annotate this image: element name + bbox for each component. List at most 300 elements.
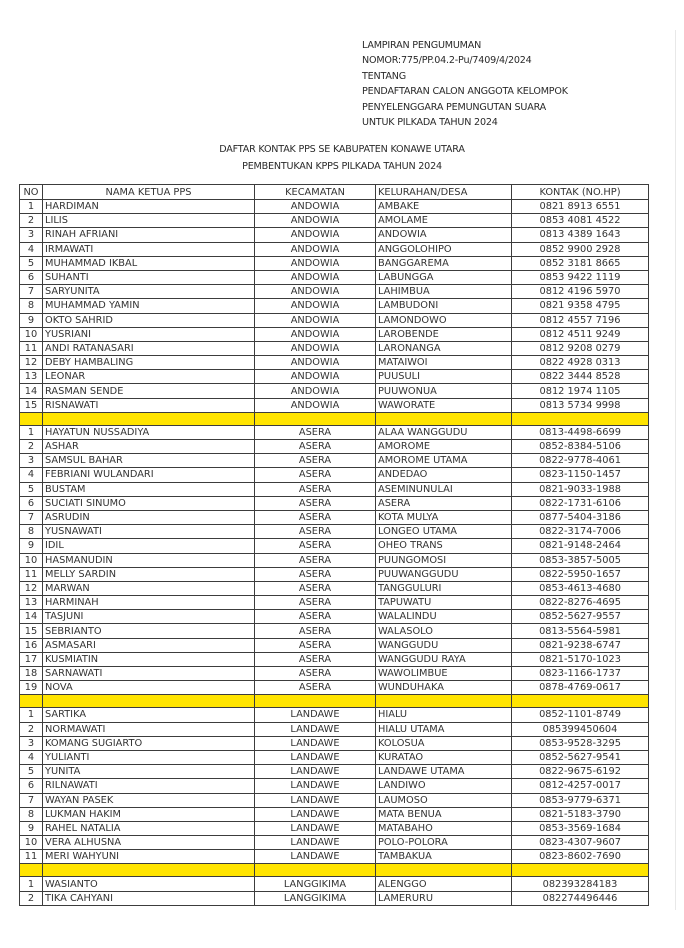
table-row bbox=[20, 891, 649, 905]
phone-number: 0821-5170-1023 bbox=[512, 652, 649, 666]
row-number: 6 bbox=[20, 496, 43, 510]
desa-cell: WALALINDU bbox=[376, 610, 512, 624]
ketua-name: SUCIATI SINUMO bbox=[43, 496, 255, 510]
phone-number: 0852-8384-5106 bbox=[512, 440, 649, 454]
desa-cell: ALAA WANGGUDU bbox=[376, 425, 512, 439]
phone-number: 0821 8913 6551 bbox=[512, 200, 649, 214]
ketua-name: LEONAR bbox=[43, 370, 255, 384]
row-number: 3 bbox=[20, 228, 43, 242]
ketua-name: IDIL bbox=[43, 539, 255, 553]
row-number: 9 bbox=[20, 313, 43, 327]
kecamatan-cell: LANDAWE bbox=[255, 821, 376, 835]
table-row bbox=[20, 667, 649, 681]
ketua-name: MUHAMMAD IKBAL bbox=[43, 256, 255, 270]
desa-cell: WANGGUDU bbox=[376, 638, 512, 652]
kecamatan-cell: ASERA bbox=[255, 624, 376, 638]
group-separator-row bbox=[20, 864, 649, 877]
phone-number: 0853-3569-1684 bbox=[512, 821, 649, 835]
phone-number: 0852-5627-9557 bbox=[512, 610, 649, 624]
group-separator-row bbox=[20, 412, 649, 425]
table-row bbox=[20, 821, 649, 835]
kecamatan-cell: LANDAWE bbox=[255, 779, 376, 793]
desa-cell: KURATAO bbox=[376, 750, 512, 764]
table-row bbox=[20, 581, 649, 595]
kecamatan-cell: ANDOWIA bbox=[255, 299, 376, 313]
row-number: 10 bbox=[20, 553, 43, 567]
header-line: PENYELENGGARA PEMUNGUTAN SUARA bbox=[362, 101, 547, 113]
ketua-name: OKTO SAHRID bbox=[43, 313, 255, 327]
row-number: 9 bbox=[20, 539, 43, 553]
phone-number: 0853 4081 4522 bbox=[512, 214, 649, 228]
row-number: 11 bbox=[20, 567, 43, 581]
desa-cell: AMOROME bbox=[376, 440, 512, 454]
kecamatan-cell: LANDAWE bbox=[255, 750, 376, 764]
table-row bbox=[20, 750, 649, 764]
phone-number: 0813 5734 9998 bbox=[512, 398, 649, 412]
kecamatan-cell: ANDOWIA bbox=[255, 200, 376, 214]
phone-number: 0878-4769-0617 bbox=[512, 681, 649, 695]
table-row bbox=[20, 425, 649, 439]
desa-cell: KOLOSUA bbox=[376, 736, 512, 750]
phone-number: 082393284183 bbox=[512, 877, 649, 891]
table-row bbox=[20, 765, 649, 779]
row-number: 13 bbox=[20, 370, 43, 384]
desa-cell: MATABAHO bbox=[376, 821, 512, 835]
separator-cell bbox=[255, 864, 376, 877]
header-line: PENDAFTARAN CALON ANGGOTA KELOMPOK bbox=[362, 86, 568, 98]
table-row bbox=[20, 539, 649, 553]
header-line: LAMPIRAN PENGUMUMAN bbox=[362, 40, 482, 51]
table-row bbox=[20, 807, 649, 821]
table-row bbox=[20, 327, 649, 341]
table-row bbox=[20, 214, 649, 228]
phone-number: 0813-4498-6699 bbox=[512, 425, 649, 439]
kecamatan-cell: ASERA bbox=[255, 581, 376, 595]
header-line: NOMOR:775/PP.04.2-Pu/7409/4/2024 bbox=[362, 55, 532, 67]
ketua-name: KOMANG SUGIARTO bbox=[43, 736, 255, 750]
table-row bbox=[20, 779, 649, 793]
desa-cell: TAPUWATU bbox=[376, 596, 512, 610]
separator-cell bbox=[20, 695, 43, 708]
row-number: 14 bbox=[20, 610, 43, 624]
separator-cell bbox=[376, 695, 512, 708]
ketua-name: HAYATUN NUSSADIYA bbox=[43, 425, 255, 439]
desa-cell: WAWOLIMBUE bbox=[376, 667, 512, 681]
ketua-name: RASMAN SENDE bbox=[43, 384, 255, 398]
phone-number: 0852 3181 8665 bbox=[512, 256, 649, 270]
phone-number: 0812 4511 9249 bbox=[512, 327, 649, 341]
desa-cell: ALENGGO bbox=[376, 877, 512, 891]
ketua-name: MELLY SARDIN bbox=[43, 567, 255, 581]
kecamatan-cell: ASERA bbox=[255, 667, 376, 681]
kecamatan-cell: ANDOWIA bbox=[255, 228, 376, 242]
desa-cell: POLO-POLORA bbox=[376, 836, 512, 850]
ketua-name: ASHAR bbox=[43, 440, 255, 454]
phone-number: 0853-3857-5005 bbox=[512, 553, 649, 567]
kecamatan-cell: ASERA bbox=[255, 440, 376, 454]
desa-cell: BANGGAREMA bbox=[376, 256, 512, 270]
desa-cell: ANGGOLOHIPO bbox=[376, 242, 512, 256]
ketua-name: WAYAN PASEK bbox=[43, 793, 255, 807]
kecamatan-cell: LANDAWE bbox=[255, 850, 376, 864]
desa-cell: LAMONDOWO bbox=[376, 313, 512, 327]
phone-number: 0821-5183-3790 bbox=[512, 807, 649, 821]
kecamatan-cell: ASERA bbox=[255, 468, 376, 482]
table-row bbox=[20, 242, 649, 256]
row-number: 12 bbox=[20, 356, 43, 370]
table-row bbox=[20, 228, 649, 242]
kecamatan-cell: ASERA bbox=[255, 553, 376, 567]
separator-cell bbox=[43, 695, 255, 708]
desa-cell: KOTA MULYA bbox=[376, 510, 512, 524]
kecamatan-cell: ASERA bbox=[255, 496, 376, 510]
table-row bbox=[20, 708, 649, 722]
ketua-name: SARNAWATI bbox=[43, 667, 255, 681]
row-number: 11 bbox=[20, 850, 43, 864]
ketua-name: NORMAWATI bbox=[43, 722, 255, 736]
row-number: 5 bbox=[20, 482, 43, 496]
row-number: 2 bbox=[20, 440, 43, 454]
table-row bbox=[20, 482, 649, 496]
ketua-name: YUNITA bbox=[43, 765, 255, 779]
row-number: 11 bbox=[20, 341, 43, 355]
table-row bbox=[20, 285, 649, 299]
row-number: 17 bbox=[20, 652, 43, 666]
title-line-1: DAFTAR KONTAK PPS SE KABUPATEN KONAWE UTARA bbox=[219, 144, 465, 155]
ketua-name: HARMINAH bbox=[43, 596, 255, 610]
desa-cell: PUUWONUA bbox=[376, 384, 512, 398]
kecamatan-cell: ASERA bbox=[255, 454, 376, 468]
ketua-name: HASMANUDIN bbox=[43, 553, 255, 567]
row-number: 6 bbox=[20, 779, 43, 793]
kecamatan-cell: ASERA bbox=[255, 596, 376, 610]
row-number: 13 bbox=[20, 596, 43, 610]
table-row bbox=[20, 440, 649, 454]
table-row bbox=[20, 398, 649, 412]
column-header-desa: KELURAHAN/DESA bbox=[376, 185, 512, 200]
table-row bbox=[20, 850, 649, 864]
separator-cell bbox=[20, 864, 43, 877]
phone-number: 0822 4928 0313 bbox=[512, 356, 649, 370]
ketua-name: DEBY HAMBALING bbox=[43, 356, 255, 370]
desa-cell: WAWORATE bbox=[376, 398, 512, 412]
desa-cell: LAUMOSO bbox=[376, 793, 512, 807]
row-number: 1 bbox=[20, 877, 43, 891]
table-row bbox=[20, 567, 649, 581]
kecamatan-cell: ANDOWIA bbox=[255, 214, 376, 228]
table-row bbox=[20, 525, 649, 539]
table-row bbox=[20, 299, 649, 313]
kecamatan-cell: LANDAWE bbox=[255, 736, 376, 750]
ketua-name: SUHANTI bbox=[43, 270, 255, 284]
desa-cell: LONGEO UTAMA bbox=[376, 525, 512, 539]
phone-number: 0821-9238-6747 bbox=[512, 638, 649, 652]
kecamatan-cell: ASERA bbox=[255, 638, 376, 652]
table-row bbox=[20, 200, 649, 214]
kecamatan-cell: ANDOWIA bbox=[255, 398, 376, 412]
ketua-name: VERA ALHUSNA bbox=[43, 836, 255, 850]
kecamatan-cell: LANDAWE bbox=[255, 836, 376, 850]
ketua-name: SEBRIANTO bbox=[43, 624, 255, 638]
table-row bbox=[20, 370, 649, 384]
separator-cell bbox=[512, 412, 649, 425]
phone-number: 0823-1166-1737 bbox=[512, 667, 649, 681]
ketua-name: LUKMAN HAKIM bbox=[43, 807, 255, 821]
phone-number: 0812 9208 0279 bbox=[512, 341, 649, 355]
table-row bbox=[20, 270, 649, 284]
desa-cell: WUNDUHAKA bbox=[376, 681, 512, 695]
kecamatan-cell: ASERA bbox=[255, 510, 376, 524]
kecamatan-cell: ASERA bbox=[255, 525, 376, 539]
kecamatan-cell: LANGGIKIMA bbox=[255, 891, 376, 905]
kecamatan-cell: ANDOWIA bbox=[255, 384, 376, 398]
row-number: 4 bbox=[20, 468, 43, 482]
phone-number: 082274496446 bbox=[512, 891, 649, 905]
header-line: TENTANG bbox=[362, 70, 406, 82]
row-number: 1 bbox=[20, 200, 43, 214]
phone-number: 0812 4196 5970 bbox=[512, 285, 649, 299]
phone-number: 0821-9033-1988 bbox=[512, 482, 649, 496]
column-header-kontak: KONTAK (NO.HP) bbox=[512, 185, 649, 200]
kecamatan-cell: LANGGIKIMA bbox=[255, 877, 376, 891]
row-number: 10 bbox=[20, 836, 43, 850]
kecamatan-cell: ASERA bbox=[255, 652, 376, 666]
table-row bbox=[20, 652, 649, 666]
kecamatan-cell: ANDOWIA bbox=[255, 285, 376, 299]
ketua-name: BUSTAM bbox=[43, 482, 255, 496]
desa-cell: LANDIWO bbox=[376, 779, 512, 793]
ketua-name: YUSRIANI bbox=[43, 327, 255, 341]
phone-number: 0822-9675-6192 bbox=[512, 765, 649, 779]
kecamatan-cell: ASERA bbox=[255, 482, 376, 496]
desa-cell: TAMBAKUA bbox=[376, 850, 512, 864]
kecamatan-cell: ANDOWIA bbox=[255, 242, 376, 256]
ketua-name: MERI WAHYUNI bbox=[43, 850, 255, 864]
ketua-name: SAMSUL BAHAR bbox=[43, 454, 255, 468]
ketua-name: YUSNAWATI bbox=[43, 525, 255, 539]
table-row bbox=[20, 468, 649, 482]
phone-number: 0853-9779-6371 bbox=[512, 793, 649, 807]
kecamatan-cell: ANDOWIA bbox=[255, 370, 376, 384]
row-number: 2 bbox=[20, 214, 43, 228]
row-number: 7 bbox=[20, 793, 43, 807]
ketua-name: YULIANTI bbox=[43, 750, 255, 764]
table-row bbox=[20, 384, 649, 398]
table-row bbox=[20, 356, 649, 370]
kecamatan-cell: ANDOWIA bbox=[255, 270, 376, 284]
desa-cell: WALASOLO bbox=[376, 624, 512, 638]
desa-cell: AMOROME UTAMA bbox=[376, 454, 512, 468]
desa-cell: LABUNGGA bbox=[376, 270, 512, 284]
desa-cell: LANDAWE UTAMA bbox=[376, 765, 512, 779]
row-number: 8 bbox=[20, 525, 43, 539]
desa-cell: PUUNGOMOSI bbox=[376, 553, 512, 567]
kecamatan-cell: LANDAWE bbox=[255, 722, 376, 736]
row-number: 2 bbox=[20, 722, 43, 736]
title-line-2: PEMBENTUKAN KPPS PILKADA TAHUN 2024 bbox=[242, 160, 442, 172]
header-line: UNTUK PILKADA TAHUN 2024 bbox=[362, 117, 498, 129]
row-number: 5 bbox=[20, 765, 43, 779]
ketua-name: LILIS bbox=[43, 214, 255, 228]
kecamatan-cell: ANDOWIA bbox=[255, 313, 376, 327]
kecamatan-cell: ASERA bbox=[255, 567, 376, 581]
row-number: 9 bbox=[20, 821, 43, 835]
table-row bbox=[20, 836, 649, 850]
table-header-row bbox=[20, 185, 649, 200]
ketua-name: HARDIMAN bbox=[43, 200, 255, 214]
row-number: 7 bbox=[20, 510, 43, 524]
separator-cell bbox=[376, 864, 512, 877]
phone-number: 0877-5404-3186 bbox=[512, 510, 649, 524]
table-row bbox=[20, 496, 649, 510]
kecamatan-cell: LANDAWE bbox=[255, 793, 376, 807]
separator-cell bbox=[512, 864, 649, 877]
ketua-name: FEBRIANI WULANDARI bbox=[43, 468, 255, 482]
phone-number: 0813-5564-5981 bbox=[512, 624, 649, 638]
row-number: 19 bbox=[20, 681, 43, 695]
row-number: 18 bbox=[20, 667, 43, 681]
contacts-table bbox=[19, 184, 649, 906]
table-row bbox=[20, 510, 649, 524]
separator-cell bbox=[43, 412, 255, 425]
table-body bbox=[20, 200, 649, 906]
ketua-name: SARTIKA bbox=[43, 708, 255, 722]
table-row bbox=[20, 722, 649, 736]
desa-cell: ASERA bbox=[376, 496, 512, 510]
kecamatan-cell: ANDOWIA bbox=[255, 341, 376, 355]
row-number: 3 bbox=[20, 454, 43, 468]
kecamatan-cell: LANDAWE bbox=[255, 765, 376, 779]
ketua-name: KUSMIATIN bbox=[43, 652, 255, 666]
desa-cell: LAHIMBUA bbox=[376, 285, 512, 299]
row-number: 12 bbox=[20, 581, 43, 595]
desa-cell: ANDEDAO bbox=[376, 468, 512, 482]
ketua-name: ASRUDIN bbox=[43, 510, 255, 524]
table-row bbox=[20, 681, 649, 695]
desa-cell: ANDOWIA bbox=[376, 228, 512, 242]
phone-number: 0823-8602-7690 bbox=[512, 850, 649, 864]
desa-cell: PUUSULI bbox=[376, 370, 512, 384]
phone-number: 0852-5627-9541 bbox=[512, 750, 649, 764]
desa-cell: TANGGULURI bbox=[376, 581, 512, 595]
ketua-name: MUHAMMAD YAMIN bbox=[43, 299, 255, 313]
kecamatan-cell: ASERA bbox=[255, 681, 376, 695]
table-row bbox=[20, 793, 649, 807]
ketua-name: RISNAWATI bbox=[43, 398, 255, 412]
document-title bbox=[0, 142, 684, 175]
ketua-name: RINAH AFRIANI bbox=[43, 228, 255, 242]
ketua-name: TASJUNI bbox=[43, 610, 255, 624]
ketua-name: WASIANTO bbox=[43, 877, 255, 891]
phone-number: 0821-9148-2464 bbox=[512, 539, 649, 553]
desa-cell: AMBAKE bbox=[376, 200, 512, 214]
kecamatan-cell: ASERA bbox=[255, 539, 376, 553]
phone-number: 0853-4613-4680 bbox=[512, 581, 649, 595]
row-number: 5 bbox=[20, 256, 43, 270]
ketua-name: IRMAWATI bbox=[43, 242, 255, 256]
row-number: 15 bbox=[20, 398, 43, 412]
row-number: 15 bbox=[20, 624, 43, 638]
desa-cell: LAMERURU bbox=[376, 891, 512, 905]
desa-cell: HIALU UTAMA bbox=[376, 722, 512, 736]
kecamatan-cell: ANDOWIA bbox=[255, 327, 376, 341]
row-number: 1 bbox=[20, 425, 43, 439]
ketua-name: ANDI RATANASARI bbox=[43, 341, 255, 355]
desa-cell: LAMBUDONI bbox=[376, 299, 512, 313]
table-row bbox=[20, 596, 649, 610]
column-header-kecamatan: KECAMATAN bbox=[255, 185, 376, 200]
desa-cell: LARONANGA bbox=[376, 341, 512, 355]
table-row bbox=[20, 877, 649, 891]
row-number: 8 bbox=[20, 299, 43, 313]
separator-cell bbox=[376, 412, 512, 425]
ketua-name: SARYUNITA bbox=[43, 285, 255, 299]
phone-number: 0822-9778-4061 bbox=[512, 454, 649, 468]
table-row bbox=[20, 624, 649, 638]
kecamatan-cell: ASERA bbox=[255, 425, 376, 439]
row-number: 4 bbox=[20, 242, 43, 256]
table-row bbox=[20, 454, 649, 468]
row-number: 3 bbox=[20, 736, 43, 750]
desa-cell: LAROBENDE bbox=[376, 327, 512, 341]
kecamatan-cell: ANDOWIA bbox=[255, 256, 376, 270]
row-number: 1 bbox=[20, 708, 43, 722]
separator-cell bbox=[255, 695, 376, 708]
table-row bbox=[20, 638, 649, 652]
phone-number: 0853-9528-3295 bbox=[512, 736, 649, 750]
desa-cell: MATA BENUA bbox=[376, 807, 512, 821]
phone-number: 0823-4307-9607 bbox=[512, 836, 649, 850]
table-row bbox=[20, 736, 649, 750]
desa-cell: MATAIWOI bbox=[376, 356, 512, 370]
row-number: 2 bbox=[20, 891, 43, 905]
kecamatan-cell: LANDAWE bbox=[255, 807, 376, 821]
phone-number: 0813 4389 1643 bbox=[512, 228, 649, 242]
row-number: 10 bbox=[20, 327, 43, 341]
desa-cell: OHEO TRANS bbox=[376, 539, 512, 553]
ketua-name: TIKA CAHYANI bbox=[43, 891, 255, 905]
row-number: 14 bbox=[20, 384, 43, 398]
ketua-name: MARWAN bbox=[43, 581, 255, 595]
row-number: 7 bbox=[20, 285, 43, 299]
phone-number: 0812 4557 7196 bbox=[512, 313, 649, 327]
phone-number: 0823-1150-1457 bbox=[512, 468, 649, 482]
desa-cell: ASEMINUNULAI bbox=[376, 482, 512, 496]
row-number: 4 bbox=[20, 750, 43, 764]
phone-number: 0822-3174-7006 bbox=[512, 525, 649, 539]
table-row bbox=[20, 553, 649, 567]
table-row bbox=[20, 610, 649, 624]
ketua-name: NOVA bbox=[43, 681, 255, 695]
desa-cell: HIALU bbox=[376, 708, 512, 722]
phone-number: 0812-4257-0017 bbox=[512, 779, 649, 793]
ketua-name: RILNAWATI bbox=[43, 779, 255, 793]
row-number: 8 bbox=[20, 807, 43, 821]
phone-number: 0822-8276-4695 bbox=[512, 596, 649, 610]
kecamatan-cell: LANDAWE bbox=[255, 708, 376, 722]
separator-cell bbox=[43, 864, 255, 877]
desa-cell: PUUWANGGUDU bbox=[376, 567, 512, 581]
kecamatan-cell: ASERA bbox=[255, 610, 376, 624]
column-header-no: NO bbox=[20, 185, 43, 200]
attachment-header bbox=[362, 38, 568, 130]
phone-number: 0822 3444 8528 bbox=[512, 370, 649, 384]
phone-number: 0821 9358 4795 bbox=[512, 299, 649, 313]
phone-number: 0852 9900 2928 bbox=[512, 242, 649, 256]
phone-number: 0822-1731-6106 bbox=[512, 496, 649, 510]
separator-cell bbox=[20, 412, 43, 425]
ketua-name: ASMASARI bbox=[43, 638, 255, 652]
